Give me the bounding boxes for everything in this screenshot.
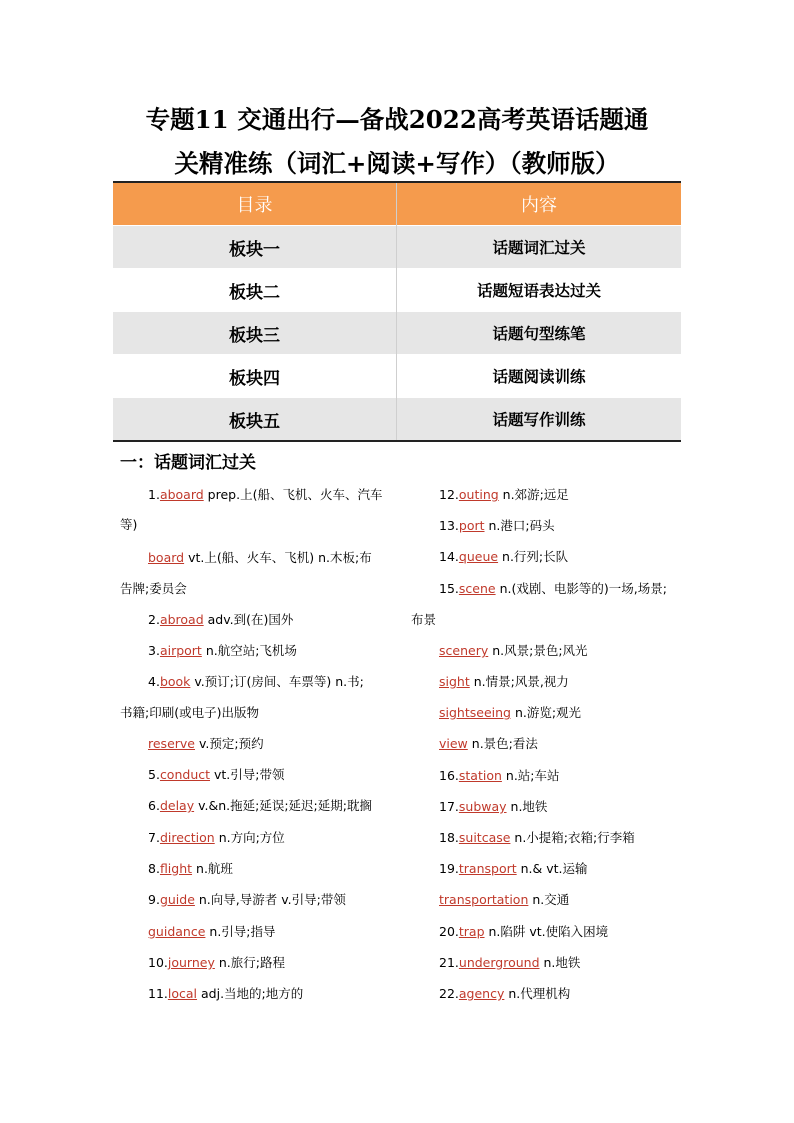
vocab-word: journey xyxy=(167,955,215,970)
vocab-entry-continued: 书籍;印刷(或电子)出版物 xyxy=(120,705,259,720)
vocab-word: suitcase xyxy=(458,830,511,845)
vocab-entry: 11.local adj.当地的;地方的 xyxy=(148,986,304,1001)
vocab-word: outing xyxy=(458,487,499,502)
vocab-word: reserve xyxy=(148,736,195,751)
vocab-word: view xyxy=(439,736,468,751)
vocab-entry: view n.景色;看法 xyxy=(439,736,538,751)
vocab-entry: 3.airport n.航空站;飞机场 xyxy=(148,643,297,658)
table-row xyxy=(113,355,681,398)
vocab-entry: sightseeing n.游览;观光 xyxy=(439,705,582,720)
vocab-word: scenery xyxy=(439,643,489,658)
vocab-word: sightseeing xyxy=(439,705,511,720)
vocab-entry: 15.scene n.(戏剧、电影等的)一场,场景; xyxy=(439,581,667,596)
toc-content: 话题写作训练 xyxy=(397,398,682,442)
contents-table xyxy=(113,181,681,442)
vocab-word: board xyxy=(148,550,185,565)
vocab-word: scene xyxy=(458,581,496,596)
vocab-word: underground xyxy=(458,955,540,970)
title-line-2: 关精准练（词汇+阅读+写作）（教师版） xyxy=(174,149,620,178)
vocab-entry: 20.trap n.陷阱 vt.使陷入困境 xyxy=(439,924,609,939)
vocab-entry: 10.journey n.旅行;路程 xyxy=(148,955,285,970)
toc-content: 话题阅读训练 xyxy=(397,355,682,398)
vocab-entry: 8.flight n.航班 xyxy=(148,861,233,876)
vocab-word: aboard xyxy=(159,487,204,502)
vocab-word: guidance xyxy=(148,924,206,939)
vocab-word: subway xyxy=(458,799,507,814)
toc-section: 板块五 xyxy=(113,398,397,442)
vocab-entry: 2.abroad adv.到(在)国外 xyxy=(148,612,294,627)
vocab-entry: 4.book v.预订;订(房间、车票等) n.书; xyxy=(148,674,364,689)
vocab-word: transportation xyxy=(439,892,529,907)
vocab-word: airport xyxy=(159,643,202,658)
vocab-entry: 7.direction n.方向;方位 xyxy=(148,830,285,845)
title-line-1: 专题11 交通出行—备战2022高考英语话题通 xyxy=(145,105,649,134)
table-header-row xyxy=(113,182,681,226)
table-row xyxy=(113,226,681,269)
vocab-word: flight xyxy=(159,861,193,876)
vocab-entry: 16.station n.站;车站 xyxy=(439,768,560,783)
vocab-entry: reserve v.预定;预约 xyxy=(148,736,264,751)
vocab-word: book xyxy=(159,674,191,689)
vocab-word: sight xyxy=(439,674,470,689)
vocab-entry: 21.underground n.地铁 xyxy=(439,955,581,970)
vocab-entry-continued: 告牌;委员会 xyxy=(120,581,187,596)
table-row xyxy=(113,398,681,442)
table-row xyxy=(113,269,681,312)
vocab-word: trap xyxy=(458,924,485,939)
vocab-word: station xyxy=(458,768,502,783)
vocab-entry: 19.transport n.& vt.运输 xyxy=(439,861,588,876)
vocab-entry: board vt.上(船、火车、飞机) n.木板;布 xyxy=(148,550,372,565)
vocab-entry: 5.conduct vt.引导;带领 xyxy=(148,767,285,782)
vocab-word: abroad xyxy=(159,612,204,627)
vocab-word: guide xyxy=(159,892,195,907)
toc-section: 板块三 xyxy=(113,312,397,355)
vocab-word: direction xyxy=(159,830,215,845)
vocab-entry: 12.outing n.郊游;远足 xyxy=(439,487,569,502)
toc-content: 话题词汇过关 xyxy=(397,226,682,269)
toc-section: 板块四 xyxy=(113,355,397,398)
section-heading: 一：话题词汇过关 xyxy=(120,453,256,473)
vocab-entry: 9.guide n.向导,导游者 v.引导;带领 xyxy=(148,892,346,907)
vocab-entry: guidance n.引导;指导 xyxy=(148,924,276,939)
vocab-entry: 6.delay v.&n.拖延;延误;延迟;延期;耽搁 xyxy=(148,798,372,813)
vocab-entry: 13.port n.港口;码头 xyxy=(439,518,555,533)
vocab-word: queue xyxy=(458,549,499,564)
vocab-entry: transportation n.交通 xyxy=(439,892,570,907)
vocab-word: delay xyxy=(159,798,195,813)
vocab-word: agency xyxy=(458,986,505,1001)
toc-content: 话题短语表达过关 xyxy=(397,269,682,312)
header-content: 内容 xyxy=(397,182,682,226)
vocab-entry: 14.queue n.行列;长队 xyxy=(439,549,569,564)
vocab-entry-continued: 等) xyxy=(120,517,138,532)
vocab-entry: 17.subway n.地铁 xyxy=(439,799,548,814)
vocab-entry-continued: 布景 xyxy=(411,612,437,627)
toc-section: 板块一 xyxy=(113,226,397,269)
toc-content: 话题句型练笔 xyxy=(397,312,682,355)
vocab-word: transport xyxy=(458,861,517,876)
vocab-word: local xyxy=(167,986,198,1001)
vocab-entry: scenery n.风景;景色;风光 xyxy=(439,643,588,658)
header-catalog: 目录 xyxy=(113,182,397,226)
vocab-entry: 18.suitcase n.小提箱;衣箱;行李箱 xyxy=(439,830,635,845)
vocab-word: port xyxy=(458,518,485,533)
table-row xyxy=(113,312,681,355)
toc-section: 板块二 xyxy=(113,269,397,312)
vocab-entry: 22.agency n.代理机构 xyxy=(439,986,571,1001)
document-title xyxy=(100,98,694,186)
vocab-word: conduct xyxy=(159,767,211,782)
vocab-entry: sight n.情景;风景,视力 xyxy=(439,674,569,689)
vocab-entry: 1.aboard prep.上(船、飞机、火车、汽车 xyxy=(148,487,383,502)
